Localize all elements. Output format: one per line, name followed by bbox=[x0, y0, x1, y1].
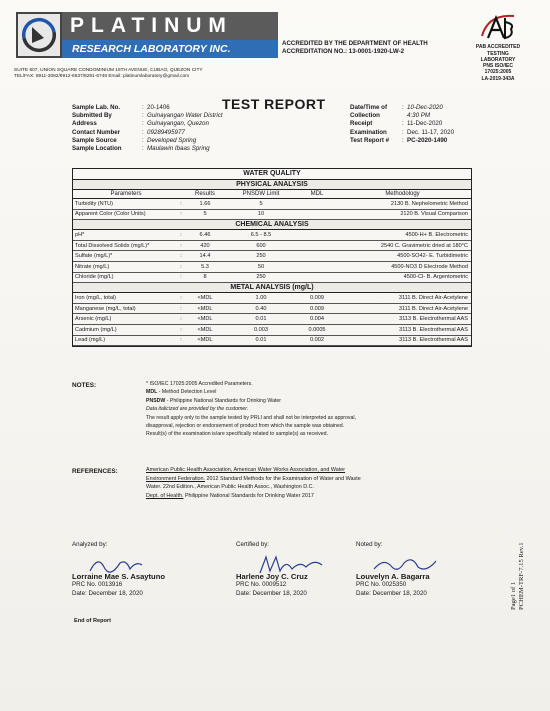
pab-logo bbox=[478, 12, 518, 40]
brand-name: PLATINUM bbox=[70, 14, 233, 37]
sample-info-left bbox=[72, 104, 223, 153]
accreditation-line1: ACCREDITED BY THE DEPARTMENT OF HEALTH bbox=[282, 40, 428, 47]
note-line: MDL - Method Detection Level bbox=[146, 389, 217, 396]
method-cell: 4500-H+ B. Electrometric bbox=[405, 231, 468, 238]
accreditation-block bbox=[282, 40, 428, 56]
info-row: Date/Time of : 10-Dec-2020 bbox=[350, 104, 443, 111]
separator-cell: : bbox=[180, 294, 182, 301]
reference-line: Water. 22nd Edition., American Public Health Assoc., Washington D.C. bbox=[146, 484, 314, 491]
signer-date: Date: December 18, 2020 bbox=[236, 589, 307, 597]
method-cell: 2130 B. Nephelometric Method bbox=[390, 200, 468, 207]
info-row: Receipt : 11-Dec-2020 bbox=[350, 120, 443, 128]
pab-badge bbox=[468, 12, 528, 82]
table-row bbox=[73, 251, 471, 262]
result-cell: 14.4 bbox=[199, 253, 211, 260]
method-cell: 4500-NO3 D Electrode Method bbox=[391, 263, 468, 270]
pab-line: PAB ACCREDITED bbox=[475, 44, 521, 51]
chemical-rows bbox=[73, 230, 471, 283]
notes-block bbox=[146, 380, 356, 439]
parameter-cell: Total Dissolved Solids (mg/L)* bbox=[75, 242, 150, 249]
physical-rows bbox=[73, 199, 471, 220]
separator-cell: : bbox=[180, 337, 182, 344]
table-row bbox=[73, 304, 471, 315]
limit-cell: 600 bbox=[256, 242, 266, 249]
parameter-cell: Apparent Color (Color Units) bbox=[75, 211, 146, 218]
result-cell: 420 bbox=[200, 242, 210, 249]
notes-label: NOTES: bbox=[72, 382, 97, 389]
page-number: Page1 of 1 bbox=[510, 581, 517, 610]
signature-role: Noted by: bbox=[356, 541, 383, 548]
address-line1: SUITE 607, UNION SQUARE CONDOMINIUM 15TH AVENUE, CUBAO, QUEZON CITY bbox=[14, 68, 203, 73]
separator-cell: : bbox=[180, 274, 182, 281]
report-title: TEST REPORT bbox=[222, 96, 326, 112]
signer-name: Harlene Joy C. Cruz bbox=[236, 571, 308, 581]
col-header: Results bbox=[194, 191, 215, 197]
method-cell: 3113 B. Electrothermal AAS bbox=[399, 326, 468, 333]
mdl-cell: 0.009 bbox=[310, 305, 324, 312]
laboratory-logo bbox=[16, 12, 62, 58]
signature-certified bbox=[236, 541, 326, 598]
parameter-cell: Lead (mg/L) bbox=[75, 337, 106, 344]
signer-date: Date: December 18, 2020 bbox=[72, 589, 143, 597]
table-column-headers bbox=[73, 190, 471, 199]
page-footer-vertical bbox=[510, 542, 526, 610]
method-cell: 4500-Cl- B. Argentometric bbox=[403, 274, 468, 281]
info-row: Sample Source : Developed Spring bbox=[72, 136, 197, 144]
note-line: The result apply only to the sample tested by PRLI and shall not be interpreted as approval, bbox=[146, 414, 356, 421]
signature-role: Certified by: bbox=[236, 541, 270, 548]
pab-line: LA-2019-343A bbox=[481, 75, 515, 82]
info-row: Sample Lab. No. : 20-1406 bbox=[72, 104, 170, 111]
limit-cell: 0.40 bbox=[255, 305, 267, 312]
reference-line: American Public Health Association, American Water Works Association, and Water bbox=[146, 467, 346, 473]
table-row bbox=[73, 336, 471, 347]
info-row: Submitted By : Guinayangan Water District bbox=[72, 112, 223, 120]
parameter-cell: Sulfate (mg/L)* bbox=[75, 253, 113, 260]
separator-cell: : bbox=[180, 231, 182, 238]
method-cell: 2120 B. Visual Comparison bbox=[400, 211, 468, 218]
limit-cell: 250 bbox=[256, 253, 266, 260]
table-title: WATER QUALITY bbox=[73, 169, 471, 180]
col-header: Methodology bbox=[385, 191, 420, 197]
result-cell: 5.3 bbox=[201, 263, 209, 270]
method-cell: 3113 B. Electrothermal AAS bbox=[399, 316, 468, 323]
info-row: Sample Location : Maulawin Ibaas Spring bbox=[72, 145, 210, 153]
method-cell: 3113 B. Electrothermal AAS bbox=[399, 337, 468, 344]
table-row bbox=[73, 210, 471, 221]
physical-section-title: PHYSICAL ANALYSIS bbox=[73, 180, 471, 190]
reference-line: Environment Federation. 2012 Standard Methods for the Examination of Water and Waste bbox=[146, 475, 361, 482]
result-cell: <MDL bbox=[197, 337, 213, 344]
separator-cell: : bbox=[180, 305, 182, 312]
limit-cell: 0.01 bbox=[255, 316, 267, 323]
note-line: Result(s) of the examination is/are specifically related to sample(s) as received. bbox=[146, 431, 328, 438]
separator-cell: : bbox=[180, 200, 182, 207]
note-line: Data italicized are provided by the customer. bbox=[146, 406, 249, 413]
separator-cell: : bbox=[180, 211, 182, 218]
mdl-cell: 0.002 bbox=[310, 337, 324, 344]
metal-rows bbox=[73, 293, 471, 346]
signer-date: Date: December 18, 2020 bbox=[356, 589, 427, 597]
signer-prc: PRC No. 0009512 bbox=[236, 581, 287, 589]
parameter-cell: Iron (mg/L, total) bbox=[75, 294, 117, 301]
result-cell: <MDL bbox=[197, 294, 213, 301]
limit-cell: 5 bbox=[259, 200, 263, 207]
limit-cell: 10 bbox=[257, 211, 265, 218]
chemical-section-title: CHEMICAL ANALYSIS bbox=[73, 220, 471, 230]
parameter-cell: Turbidity (NTU) bbox=[75, 200, 114, 207]
table-row bbox=[73, 293, 471, 304]
references-label: REFERENCES: bbox=[72, 468, 118, 475]
info-row: Examination : Dec. 11-17, 2020 bbox=[350, 128, 455, 136]
result-cell: 1.66 bbox=[199, 200, 211, 207]
pab-line: PNS ISO/IEC bbox=[482, 63, 513, 70]
mdl-cell: 0.009 bbox=[310, 294, 324, 301]
water-quality-table bbox=[72, 168, 472, 347]
table-row bbox=[73, 273, 471, 284]
limit-cell: 50 bbox=[257, 263, 265, 270]
method-cell: 4500-SO42- E. Turbidimetric bbox=[397, 253, 468, 260]
table-row bbox=[73, 199, 471, 210]
info-row: Collection 4:30 PM bbox=[350, 112, 431, 120]
table-row bbox=[73, 230, 471, 241]
limit-cell: 1.00 bbox=[255, 294, 267, 301]
info-row: Address : Guinayangan, Quezon bbox=[72, 120, 209, 128]
result-cell: 8 bbox=[203, 274, 207, 281]
parameter-cell: Cadmium (mg/L) bbox=[75, 326, 117, 333]
form-code: PCHEM-TRF-7.15 Rev.1 bbox=[518, 542, 525, 610]
result-cell: <MDL bbox=[197, 305, 213, 312]
parameter-cell: Nitrate (mg/L) bbox=[75, 263, 110, 270]
separator-cell: : bbox=[180, 326, 182, 333]
col-header: PNSDW Limit bbox=[242, 191, 280, 197]
separator-cell: : bbox=[180, 316, 182, 323]
brand-name-bar bbox=[62, 12, 278, 40]
table-row bbox=[73, 314, 471, 325]
pab-line: LABORATORY bbox=[480, 56, 516, 63]
signer-prc: PRC No. 0013916 bbox=[72, 581, 123, 589]
brand-subtitle: RESEARCH LABORATORY INC. bbox=[62, 40, 278, 58]
references-block bbox=[146, 466, 361, 500]
limit-cell: 6.5 - 8.5 bbox=[250, 231, 272, 238]
method-cell: 3111 B. Direct Air-Acetylene bbox=[398, 294, 468, 301]
reference-line: Dept. of Health. Philippine National Standards for Drinking Water 2017 bbox=[146, 492, 314, 499]
lab-address bbox=[14, 68, 203, 80]
signer-name: Louvelyn A. Bagarra bbox=[356, 571, 430, 581]
signature-noted bbox=[356, 541, 440, 598]
parameter-cell: Manganese (mg/L, total) bbox=[75, 305, 136, 312]
col-header: Parameters bbox=[110, 191, 142, 197]
method-cell: 2540 C. Gravimetric dried at 180°C bbox=[380, 242, 468, 249]
table-row bbox=[73, 241, 471, 252]
end-of-report: End of Report bbox=[74, 618, 111, 624]
separator-cell: : bbox=[180, 263, 182, 270]
result-cell: <MDL bbox=[197, 316, 213, 323]
parameter-cell: pH* bbox=[75, 231, 85, 238]
signature-analyzed bbox=[72, 541, 165, 598]
sample-info-right bbox=[350, 104, 454, 145]
separator-cell: : bbox=[180, 242, 182, 249]
pab-line: 17025:2005 bbox=[484, 69, 512, 76]
result-cell: 5 bbox=[203, 211, 207, 218]
signer-prc: PRC No. 0025350 bbox=[356, 581, 407, 589]
table-row bbox=[73, 262, 471, 273]
note-line: disapproval, rejection or endorsement of product from which the sample was obtained. bbox=[146, 423, 345, 430]
parameter-cell: Chloride (mg/L) bbox=[75, 274, 114, 281]
accreditation-line2: ACCREDITATION NO.: 13-0001-1920-LW-2 bbox=[282, 48, 405, 55]
result-cell: <MDL bbox=[197, 326, 213, 333]
limit-cell: 0.01 bbox=[255, 337, 267, 344]
parameter-cell: Arsenic (mg/L) bbox=[75, 316, 112, 323]
metal-section-title: METAL ANALYSIS (mg/L) bbox=[73, 283, 471, 293]
signature-role: Analyzed by: bbox=[72, 541, 108, 548]
separator-cell: : bbox=[180, 253, 182, 260]
info-row: Contact Number : 09289495977 bbox=[72, 128, 185, 136]
result-cell: 6.46 bbox=[199, 231, 211, 238]
info-row: Test Report # : PC-2020-1490 bbox=[350, 136, 448, 144]
note-line: PNSDW - Philippine National Standards for Drinking Water bbox=[146, 397, 282, 404]
method-cell: 3111 B. Direct Air-Acetylene bbox=[398, 305, 468, 312]
note-line: * ISO/IEC 17025:2005 Accredited Parameters. bbox=[146, 381, 253, 387]
address-line2: TEL/FAX: 8911-3082/8912-6537/8291-6748 Email: platinumlaboratory@gmail.com bbox=[14, 74, 190, 79]
limit-cell: 250 bbox=[256, 274, 266, 281]
signer-name: Lorraine Mae S. Asaytuno bbox=[72, 571, 165, 581]
mdl-cell: 0.0005 bbox=[308, 326, 326, 333]
limit-cell: 0.003 bbox=[254, 326, 268, 333]
pab-line: TESTING bbox=[487, 50, 509, 57]
table-row bbox=[73, 325, 471, 336]
mdl-cell: 0.004 bbox=[310, 316, 324, 323]
col-header: MDL bbox=[310, 191, 324, 197]
